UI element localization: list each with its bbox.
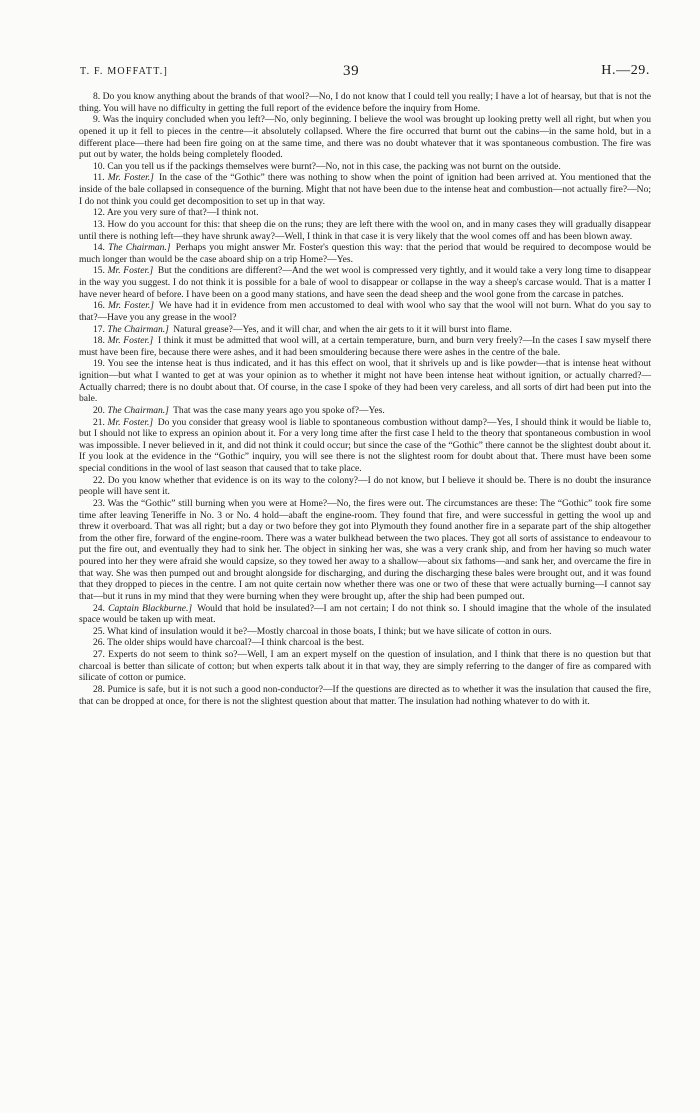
question-text: But the conditions are different?—And the wet wool is compressed very tightly, and it would take a very long time to disappear in the way you suggest. I do not think it is possible for a bale of wool to disappear or collapse in the way a sheep's carcase would. That is a matter I have never heard of before. I have been on a good many stations, and have seen the dead sheep and the wool gone from the carcase in patches. [79, 265, 651, 300]
question-paragraph [79, 324, 651, 336]
speaker-label: Mr. Foster.] [107, 300, 154, 312]
question-number: 8. [93, 91, 101, 102]
question-paragraph [79, 114, 651, 161]
question-paragraph [79, 637, 651, 649]
question-number: 23. [93, 497, 105, 509]
question-paragraph [79, 91, 651, 114]
speaker-label: Captain Blackburne.] [108, 602, 193, 614]
question-text: Experts do not seem to think so?—Well, I am an expert myself on the question of insulation, and I think that there is no question but that charcoal is better than silicate of cotton; but when experts talk about it in that way, they are simply referring to the danger of fire as compared with silicate of cotton or pumice. [79, 649, 651, 684]
question-paragraph [79, 172, 651, 207]
question-paragraph [79, 498, 651, 603]
question-paragraph [79, 417, 651, 475]
question-paragraph [79, 475, 651, 498]
question-paragraph [79, 207, 651, 219]
question-text: That was the case many years ago you spoke of?—Yes. [173, 404, 385, 416]
question-number: 27. [93, 649, 105, 660]
question-number: 12. [93, 207, 105, 219]
question-paragraph [79, 300, 651, 323]
page-body [79, 91, 651, 707]
question-text: In the case of the “Gothic” there was nothing to show when the point of ignition had been arrived at. You mentioned that the inside of the bale collapsed in consequence of the burning. Might that not have been due to the intense heat and combustion—not actually fire?—No; I do not think you could get decomposition to set up in that way. [79, 172, 652, 207]
question-paragraph [79, 242, 651, 265]
question-paragraph [79, 335, 651, 358]
question-number: 25. [93, 625, 105, 637]
speaker-label: The Chairman.] [108, 242, 171, 254]
question-text: Would that hold be insulated?—I am not certain; I do not think so. I should imagine that the whole of the insulated space would be taken up with meat. [79, 602, 651, 626]
question-number: 28. [93, 683, 105, 695]
speaker-label: Mr. Foster.] [107, 265, 154, 277]
question-number: 11. [93, 172, 105, 184]
question-number: 18. [93, 335, 105, 347]
witness-name: T. F. MOFFATT.] [80, 66, 169, 77]
question-number: 20. [93, 404, 105, 416]
question-number: 14. [93, 242, 105, 254]
question-number: 9. [93, 114, 101, 126]
question-text: Was the inquiry concluded when you left?—No, only beginning. I believe the wool was brought up looking pretty well all right, but when you opened it up it fell to pieces in the centre—it absolutely collapsed. Where the fire occurred that burnt out the cabins—in the same hold, but in a different place—there had been fire going on at the same time, and there was no doubt whatever that it was spontaneous combustion. The fire was put out by water, the holds being completely flooded. [79, 114, 651, 161]
question-number: 15. [93, 265, 105, 277]
document-reference: H.—29. [601, 63, 650, 78]
page-header [80, 63, 650, 82]
question-text: Perhaps you might answer Mr. Foster's question this way: that the period that would be required to decompose would be much longer than would be the case aboard ship on a trip Home?—Yes. [79, 242, 651, 265]
question-paragraph [79, 265, 651, 300]
speaker-label: Mr. Foster.] [107, 416, 154, 428]
question-number: 24. [93, 602, 105, 614]
question-number: 21. [93, 416, 105, 428]
question-text: How do you account for this: that sheep die on the runs; they are left there with the wool on, and in many cases they will gradually disappear until there is nothing left—they have shrunk away?—Well, I think in that case it is very likely that the wool comes off and has been blown away. [79, 218, 651, 242]
question-number: 13. [93, 218, 105, 230]
question-text: What kind of insulation would it be?—Mostly charcoal in those boats, I think; but we have silicate of cotton in ours. [107, 625, 552, 637]
question-number: 16. [93, 300, 105, 312]
question-paragraph [79, 626, 651, 638]
question-text: Do you know anything about the brands of that wool?—No, I do not know that I could tell you really; I have a lot of hearsay, but that is not the thing. You will have no difficulty in getting the full report of the evidence before the inquiry from Home. [79, 91, 651, 114]
speaker-label: Mr. Foster.] [107, 172, 154, 184]
question-number: 22. [93, 474, 105, 486]
question-paragraph [79, 358, 651, 405]
question-number: 17. [93, 323, 105, 335]
speaker-label: The Chairman.] [107, 404, 169, 416]
question-paragraph [79, 684, 651, 707]
question-text: We have had it in evidence from men accustomed to deal with wool who say that the wool will not burn. What do you say to that?—Have you any grease in the wool? [79, 300, 651, 323]
question-text: You see the intense heat is thus indicated, and it has this effect on wool, that it shrivels up and is like powder—that is intense heat without ignition—but what I wanted to get at was your opinion as to whether it might not have been intense heat without ignition, or actually charred?—Actually charred; there is no doubt about that. Of course, in the case I spoke of they had been very careless, and all sorts of dirt had been put into the bale. [79, 358, 651, 405]
question-text: Do you know whether that evidence is on its way to the colony?—I do not know, but I believe it should be. There is no doubt the insurance people will have sent it. [79, 474, 651, 498]
speaker-label: Mr. Foster.] [107, 335, 154, 347]
question-text: Do you consider that greasy wool is liable to spontaneous combustion without damp?—Yes, I should think it would be liable to, but I should not like to express an opinion about it. For a very long time after the first case I held to the theory that spontaneous combustion in wool was impossible. I never believed in it, and did not think it could occur; but since the case of the “Gothic” there cannot be the slightest doubt about it. If you look at the evidence in the “Gothic” inquiry, you will see there is not the slightest room for doubt about that. There must have been some special conditions in the wool of last season that caused that to take place. [79, 416, 652, 474]
question-text: Natural grease?—Yes, and it will char, and when the air gets to it it will burst into flame. [173, 323, 512, 335]
question-paragraph [79, 649, 651, 684]
question-paragraph [79, 219, 651, 242]
question-text: Are you very sure of that?—I think not. [106, 207, 259, 219]
question-paragraph [79, 603, 651, 626]
question-number: 26. [93, 637, 105, 649]
question-text: Can you tell us if the packings themselves were burnt?—No, not in this case, the packing was not burnt on the outside. [107, 160, 561, 172]
question-text: Was the “Gothic” still burning when you were at Home?—No, the fires were out. The circumstances are these: The “Gothic” took fire some time after leaving Teneriffe in No. 3 or No. 4 hold—abaft the engine-room. They found that fire, and were successful in getting the wool up and threw it overboard. That was all right; but a day or two before they got into Plymouth they found another fire in a separate part of the ship altogether from the other fire, forward of the engine-room. There was a water bulkhead between the two places. They got all sorts of assistance to endeavour to put the fire out, and eventually they had to sink her. The object in sinking her was, she was a very crank ship, and from her having so much water poured into her they were afraid she would capsize, so they towed her away to a shallow—about six fathoms—and sank her, and overcame the fire in that way. She was then pumped out and brought alongside for discharging, and during the discharging these bales were brought out, and it was found that they dropped to pieces in the centre. I am not quite certain now whether there was one or two of these that were actually burning—I cannot say that—but it runs in my mind that they were burning when they were brought up, after the ship had been pumped out. [79, 497, 652, 602]
question-text: The older ships would have charcoal?—I think charcoal is the best. [107, 637, 365, 649]
page-number: 39 [343, 63, 360, 79]
question-text: I think it must be admitted that wool will, at a certain temperature, burn, and burn very freely?—In the cases I saw myself there must have been fire, because there were ashes, and it had been smouldering because there were ashes in the centre of the bale. [79, 335, 652, 358]
question-number: 19. [93, 358, 105, 370]
question-number: 10. [93, 160, 105, 172]
speaker-label: The Chairman.] [107, 323, 169, 335]
question-text: Pumice is safe, but it is not such a good non-conductor?—If the questions are directed as to whether it was the insulation that caused the fire, that can be dropped at once, for there is not the slightest question about that matter. The insulation had nothing whatever to do with it. [79, 683, 651, 707]
question-paragraph [79, 405, 651, 417]
question-paragraph [79, 161, 651, 173]
